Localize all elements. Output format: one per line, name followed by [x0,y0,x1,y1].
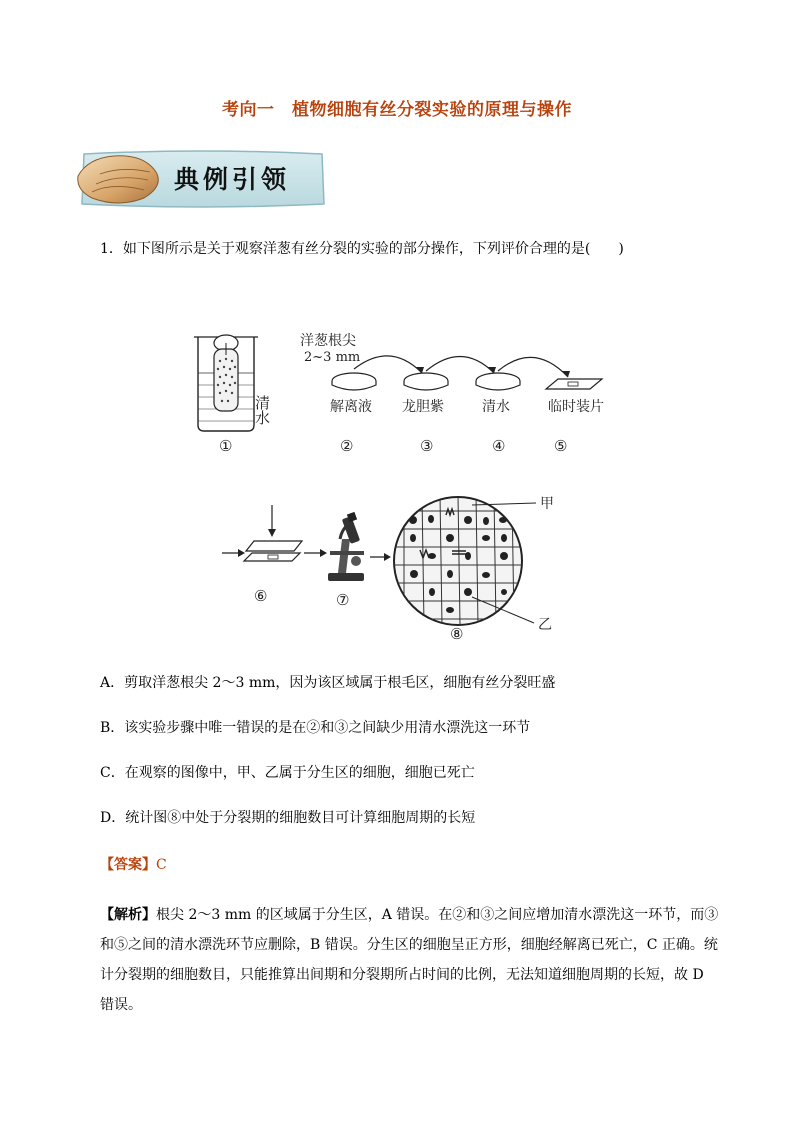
beaker [194,335,258,431]
experiment-figure [190,325,610,645]
banner-label: 典例引领 [174,165,291,194]
dish-label-1: 解离液 [330,399,372,415]
dish-dissociation [332,373,376,390]
dish-label-2: 龙胆紫 [402,399,444,415]
microscope-icon [328,512,364,581]
root-tip-label: 洋葱根尖 [300,333,356,349]
temporary-slide [546,379,602,389]
answer-label: 【答案】 [100,857,156,873]
step-2: ② [340,437,354,455]
explanation [100,900,722,1020]
label-yi: 乙 [538,617,552,633]
label-jia: 甲 [540,496,554,512]
answer-value: C [156,857,167,873]
step-6: ⑥ [254,587,268,605]
step-3: ③ [420,437,434,455]
flow-arrows [354,356,568,377]
section-title: 考向一 植物细胞有丝分裂实验的原理与操作 [222,100,572,120]
example-banner [74,146,330,212]
answer [100,855,167,875]
root-tip-size: 2~3 mm [304,350,361,365]
dish-label-4: 临时装片 [548,399,604,415]
question-stem: 1．如下图所示是关于观察洋葱有丝分裂的实验的部分操作，下列评价合理的是( ) [100,241,624,257]
dish-water [476,373,520,390]
step-5: ⑤ [554,437,568,455]
dish-label-3: 清水 [482,399,510,415]
dish-gentian-violet [404,373,448,390]
step-7: ⑦ [336,591,350,609]
step-8: ⑧ [450,625,464,643]
step-4: ④ [492,437,506,455]
explanation-text: 根尖 2～3 mm 的区域属于分生区，A 错误。在②和③之间应增加清水漂洗这一环节，而③和⑤之间的清水漂洗环节应删除，B 错误。分生区的细胞呈正方形，细胞经解离已死亡，C 正确。统计分裂期的细胞数目，只能推算出间期和分裂期所占时间的比例，无法知道细胞周期的长短，故 D 错误。 [100,907,719,1013]
step-1: ① [219,437,233,455]
explanation-label: 【解析】 [100,907,156,923]
slide-press [222,505,327,561]
option-a: A．剪取洋葱根尖 2～3 mm，因为该区域属于根毛区，细胞有丝分裂旺盛 [100,675,556,691]
microscope-field-of-view [394,495,536,625]
option-b: B．该实验步骤中唯一错误的是在②和③之间缺少用清水漂洗这一环节 [100,720,531,736]
option-c: C．在观察的图像中，甲、乙属于分生区的细胞，细胞已死亡 [100,765,475,781]
beaker-label: 清水 [253,395,271,425]
option-d: D．统计图⑧中处于分裂期的细胞数目可计算细胞周期的长短 [100,810,476,826]
